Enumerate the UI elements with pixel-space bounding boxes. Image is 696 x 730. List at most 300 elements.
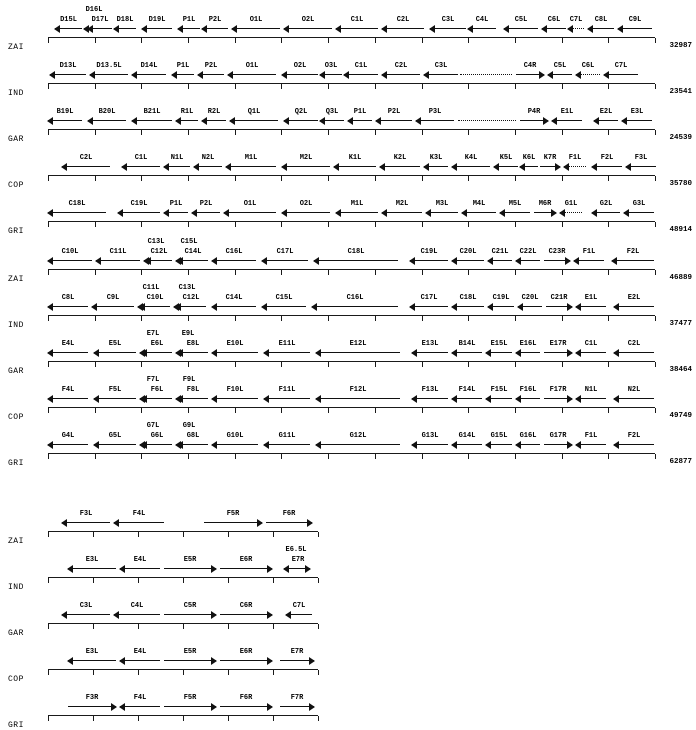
orf-arrow (614, 394, 654, 403)
orf-arrow (164, 162, 190, 171)
genome-axis (48, 37, 655, 44)
strain-label: IND (8, 321, 24, 330)
orf-arrow (576, 302, 606, 311)
orf-arrow (494, 162, 518, 171)
orf-arrow (344, 70, 378, 79)
orf-arrow (320, 70, 342, 79)
axis-tick (468, 408, 469, 413)
orf-bar (230, 120, 278, 121)
axis-tick (328, 130, 329, 135)
axis-tick (468, 176, 469, 181)
axis-tick (375, 408, 376, 413)
axis-tick (375, 176, 376, 181)
arrow-head-right-icon (565, 257, 571, 265)
arrow-head-left-icon (487, 257, 493, 265)
gene-label: P4R (527, 108, 541, 116)
orf-arrow (592, 162, 622, 171)
orf-arrow (68, 564, 116, 573)
arrow-head-left-icon (119, 565, 125, 573)
genome-axis (48, 623, 318, 630)
arrow-head-left-icon (229, 117, 235, 125)
axis-tick (138, 716, 139, 721)
orf-bar (226, 166, 276, 167)
orf-arrow (220, 564, 272, 573)
gene-label: C1L (350, 16, 364, 24)
genome-length-value: 23541 (669, 88, 692, 96)
axis-tick (141, 270, 142, 275)
gene-label: M3L (435, 200, 449, 208)
orf-arrow (282, 162, 330, 171)
genome-axis (48, 129, 655, 136)
axis-tick (138, 624, 139, 629)
orf-arrow (316, 440, 400, 449)
arrow-head-left-icon (54, 25, 60, 33)
axis-tick (141, 362, 142, 367)
orf-bar (282, 166, 330, 167)
gene-label: G10L (226, 432, 244, 440)
arrow-head-left-icon (621, 117, 627, 125)
axis-tick (281, 130, 282, 135)
arrow-head-left-icon (263, 349, 269, 357)
orf-arrow (212, 302, 256, 311)
gene-label: F3R (85, 694, 99, 702)
axis-tick (188, 222, 189, 227)
gene-label: C7L (569, 16, 583, 24)
arrow-head-left-icon (515, 349, 521, 357)
orf-arrow (178, 394, 208, 403)
gene-label: C13L (147, 238, 165, 246)
orf-bar (264, 398, 310, 399)
genome-track (0, 190, 696, 236)
orf-arrow (202, 116, 226, 125)
orf-arrow (336, 208, 378, 217)
gene-label: G8L (186, 432, 200, 440)
orf-arrow (282, 70, 318, 79)
arrow-head-left-icon (343, 71, 349, 79)
orf-bar (220, 660, 272, 661)
genome-length-value: 62877 (669, 458, 692, 466)
arrow-head-left-icon (409, 257, 415, 265)
strain-label: COP (8, 413, 24, 422)
gene-label: C22L (519, 248, 537, 256)
orf-arrow (516, 70, 544, 79)
axis-tick (228, 532, 229, 537)
axis-tick (273, 578, 274, 583)
axis-tick (655, 270, 656, 275)
gene-label: G9L (182, 422, 196, 430)
orf-arrow (212, 394, 258, 403)
gene-label: C1L (584, 340, 598, 348)
arrow-head-left-icon (519, 163, 525, 171)
gene-label: C8L (61, 294, 75, 302)
arrow-head-left-icon (319, 117, 325, 125)
arrow-head-left-icon (263, 441, 269, 449)
axis-tick (235, 362, 236, 367)
gene-label: C20L (521, 294, 539, 302)
gene-label: D18L (116, 16, 134, 24)
arrow-head-left-icon (575, 71, 581, 79)
arrow-head-left-icon (503, 25, 509, 33)
axis-tick (608, 84, 609, 89)
orf-bar (382, 212, 422, 213)
axis-tick (318, 532, 319, 537)
orf-arrow (544, 394, 572, 403)
orf-bar (614, 398, 654, 399)
gene-label: F3L (634, 154, 648, 162)
gene-label: F4L (61, 386, 75, 394)
arrow-head-left-icon (315, 441, 321, 449)
gene-label: E3L (630, 108, 644, 116)
gene-label: C23R (548, 248, 566, 256)
gene-label: B19L (56, 108, 74, 116)
gene-label: C17L (420, 294, 438, 302)
arrow-head-left-icon (93, 441, 99, 449)
axis-tick (318, 578, 319, 583)
axis-tick (235, 130, 236, 135)
axis-tick (235, 408, 236, 413)
gene-label: O2L (293, 62, 307, 70)
axis-tick (95, 454, 96, 459)
arrow-head-left-icon (113, 519, 119, 527)
orf-bar (412, 398, 448, 399)
orf-arrow (94, 440, 136, 449)
orf-arrow (94, 394, 136, 403)
gene-label: F7R (290, 694, 304, 702)
gene-label: E6R (239, 556, 253, 564)
orf-bar (212, 306, 256, 307)
arrow-head-left-icon (573, 257, 579, 265)
orf-bar (114, 614, 160, 615)
genome-track (0, 330, 696, 376)
arrow-head-left-icon (171, 71, 177, 79)
orf-arrow (544, 256, 570, 265)
orf-arrow (624, 208, 654, 217)
axis-tick (422, 454, 423, 459)
orf-bar (48, 352, 88, 353)
axis-tick (48, 624, 49, 629)
axis-tick (562, 176, 563, 181)
axis-tick (655, 316, 656, 321)
gene-label: K7R (543, 154, 557, 162)
gene-label: C12L (150, 248, 168, 256)
orf-arrow (516, 440, 540, 449)
arrow-head-right-icon (257, 519, 263, 527)
gene-label: B14L (458, 340, 476, 348)
gene-label: E5L (108, 340, 122, 348)
orf-bar (462, 212, 496, 213)
axis-tick (562, 316, 563, 321)
arrow-head-left-icon (591, 163, 597, 171)
arrow-head-left-icon (423, 71, 429, 79)
genome-axis (48, 221, 655, 228)
orf-bar (614, 306, 654, 307)
orf-bar (96, 260, 140, 261)
orf-arrow (232, 24, 280, 33)
orf-bar (68, 660, 116, 661)
genome-track (0, 500, 696, 546)
orf-arrow (560, 208, 582, 217)
axis-tick (95, 176, 96, 181)
arrow-head-left-icon (551, 117, 557, 125)
axis-tick (235, 454, 236, 459)
gene-label: C21L (491, 248, 509, 256)
orf-bar (48, 444, 88, 445)
arrow-head-left-icon (95, 257, 101, 265)
gene-label: F11L (278, 386, 296, 394)
strain-label: GRI (8, 227, 24, 236)
arrow-head-left-icon (231, 25, 237, 33)
axis-tick (468, 222, 469, 227)
orf-arrow (198, 70, 224, 79)
orf-arrow (164, 208, 188, 217)
genome-track (0, 684, 696, 730)
gene-label: F1L (568, 154, 582, 162)
gene-label: C8L (594, 16, 608, 24)
orf-arrow (588, 24, 614, 33)
arrow-head-right-icon (543, 117, 549, 125)
orf-bar (336, 212, 378, 213)
orf-arrow (614, 302, 654, 311)
axis-tick (188, 362, 189, 367)
axis-tick (608, 130, 609, 135)
orf-bar (344, 74, 378, 75)
gene-label: C16L (346, 294, 364, 302)
arrow-head-left-icon (47, 395, 53, 403)
orf-arrow (284, 116, 318, 125)
arrow-head-left-icon (263, 395, 269, 403)
gene-label: C10L (146, 294, 164, 302)
orf-arrow (92, 302, 134, 311)
orf-arrow (488, 302, 514, 311)
arrow-head-left-icon (335, 25, 341, 33)
arrow-head-left-icon (423, 163, 429, 171)
gene-label: G17R (549, 432, 567, 440)
gene-label: F12L (349, 386, 367, 394)
axis-tick (48, 716, 49, 721)
orf-arrow (540, 162, 560, 171)
arrow-head-left-icon (93, 349, 99, 357)
arrow-head-left-icon (515, 441, 521, 449)
axis-tick (48, 408, 49, 413)
orf-arrow (452, 162, 490, 171)
gene-label: C5L (514, 16, 528, 24)
arrow-head-left-icon (191, 209, 197, 217)
gene-label: O1L (249, 16, 263, 24)
orf-arrow (262, 302, 306, 311)
orf-arrow (178, 24, 200, 33)
gene-label: N2L (627, 386, 641, 394)
arrow-head-left-icon (91, 303, 97, 311)
gene-label: C2L (79, 154, 93, 162)
orf-arrow (452, 440, 482, 449)
axis-tick (468, 316, 469, 321)
orf-arrow (120, 656, 160, 665)
arrow-head-left-icon (613, 349, 619, 357)
orf-arrow (220, 656, 272, 665)
orf-arrow (262, 256, 308, 265)
axis-tick (318, 716, 319, 721)
orf-arrow (426, 208, 458, 217)
arrow-head-left-icon (61, 163, 67, 171)
axis-tick (48, 454, 49, 459)
gene-label: C15L (275, 294, 293, 302)
orf-bar (120, 568, 160, 569)
arrow-head-left-icon (517, 303, 523, 311)
arrow-head-left-icon (139, 303, 145, 311)
orf-arrow (212, 256, 256, 265)
axis-tick (375, 362, 376, 367)
axis-tick (515, 38, 516, 43)
arrow-head-left-icon (47, 257, 53, 265)
gene-label: R1L (180, 108, 194, 116)
orf-bar (334, 166, 376, 167)
orf-bar (132, 120, 172, 121)
gene-label: F10L (226, 386, 244, 394)
gene-label: K1L (348, 154, 362, 162)
arrow-head-right-icon (211, 611, 217, 619)
orf-bar (212, 352, 258, 353)
gene-label: M2L (395, 200, 409, 208)
arrow-head-left-icon (429, 25, 435, 33)
gene-label: E2L (627, 294, 641, 302)
orf-arrow (172, 70, 194, 79)
arrow-head-left-icon (163, 209, 169, 217)
gene-label: C5R (183, 602, 197, 610)
orf-bar (316, 398, 400, 399)
gene-label: O1L (245, 62, 259, 70)
arrow-head-left-icon (261, 257, 267, 265)
arrow-head-left-icon (485, 441, 491, 449)
orf-arrow (48, 394, 88, 403)
orf-bar (382, 28, 424, 29)
arrow-head-left-icon (281, 209, 287, 217)
gene-label: E13L (421, 340, 439, 348)
arrow-head-left-icon (515, 257, 521, 265)
axis-tick (183, 578, 184, 583)
orf-bar (164, 660, 216, 661)
gene-label: B20L (98, 108, 116, 116)
gene-label: C19L (420, 248, 438, 256)
orf-arrow (424, 162, 448, 171)
orf-arrow (114, 518, 164, 527)
orf-arrow (176, 302, 206, 311)
arrow-head-left-icon (451, 395, 457, 403)
orf-arrow (430, 24, 466, 33)
genome-length-value: 46889 (669, 274, 692, 282)
axis-tick (328, 84, 329, 89)
gene-label: F6R (282, 510, 296, 518)
gene-label: O2L (301, 16, 315, 24)
orf-arrow (380, 162, 420, 171)
gene-label: C16L (225, 248, 243, 256)
genome-axis (48, 361, 655, 368)
gene-label: C17L (276, 248, 294, 256)
axis-tick (375, 130, 376, 135)
orf-bar (430, 28, 466, 29)
axis-tick (375, 38, 376, 43)
orf-bar (90, 74, 128, 75)
orf-arrow (424, 70, 458, 79)
arrow-head-left-icon (613, 395, 619, 403)
orf-bar (68, 568, 116, 569)
orf-bar (120, 706, 160, 707)
arrow-head-left-icon (411, 395, 417, 403)
gene-label: B21L (143, 108, 161, 116)
orf-bar (48, 120, 82, 121)
gene-label: C2L (394, 62, 408, 70)
arrow-head-right-icon (267, 565, 273, 573)
arrow-head-left-icon (611, 257, 617, 265)
arrow-head-left-icon (333, 163, 339, 171)
gene-label: E7R (290, 648, 304, 656)
axis-tick (608, 454, 609, 459)
orf-arrow (212, 348, 258, 357)
orf-arrow (516, 394, 540, 403)
orf-arrow (576, 394, 606, 403)
axis-tick (138, 532, 139, 537)
genome-track (0, 284, 696, 330)
arrow-head-right-icon (567, 303, 573, 311)
orf-bar (316, 444, 400, 445)
axis-tick (188, 84, 189, 89)
orf-bar (284, 28, 332, 29)
gene-label: F16L (519, 386, 537, 394)
gene-label: C6R (239, 602, 253, 610)
axis-tick (281, 408, 282, 413)
gene-label: F13L (421, 386, 439, 394)
axis-tick (468, 270, 469, 275)
gene-label: C11L (109, 248, 127, 256)
orf-arrow (410, 302, 448, 311)
arrow-head-left-icon (201, 25, 207, 33)
arrow-head-left-icon (227, 71, 233, 79)
arrow-head-left-icon (197, 71, 203, 79)
axis-tick (562, 222, 563, 227)
gene-label: P1L (176, 62, 190, 70)
genome-length-value: 49749 (669, 412, 692, 420)
axis-tick (48, 270, 49, 275)
orf-arrow (500, 208, 530, 217)
orf-arrow (574, 256, 604, 265)
genome-axis (48, 269, 655, 276)
gene-label: N2L (201, 154, 215, 162)
gene-label: E5R (183, 556, 197, 564)
orf-bar (88, 120, 126, 121)
orf-arrow (202, 24, 228, 33)
gene-label: F4L (133, 694, 147, 702)
axis-tick (655, 222, 656, 227)
arrow-head-right-icon (211, 703, 217, 711)
orf-arrow (68, 656, 116, 665)
orf-arrow (62, 610, 110, 619)
axis-tick (562, 84, 563, 89)
arrow-head-left-icon (381, 209, 387, 217)
gene-label: D15L (60, 16, 77, 24)
orf-bar (412, 352, 448, 353)
orf-bar (50, 74, 86, 75)
arrow-head-left-icon (47, 117, 53, 125)
gene-label: C19L (492, 294, 510, 302)
orf-bar (410, 260, 448, 261)
orf-arrow (48, 440, 88, 449)
axis-tick (235, 222, 236, 227)
gene-label: N1L (584, 386, 598, 394)
gene-label: F9L (182, 376, 196, 384)
axis-tick (95, 130, 96, 135)
orf-arrow (142, 348, 172, 357)
orf-arrow (412, 394, 448, 403)
orf-arrow (286, 610, 312, 619)
